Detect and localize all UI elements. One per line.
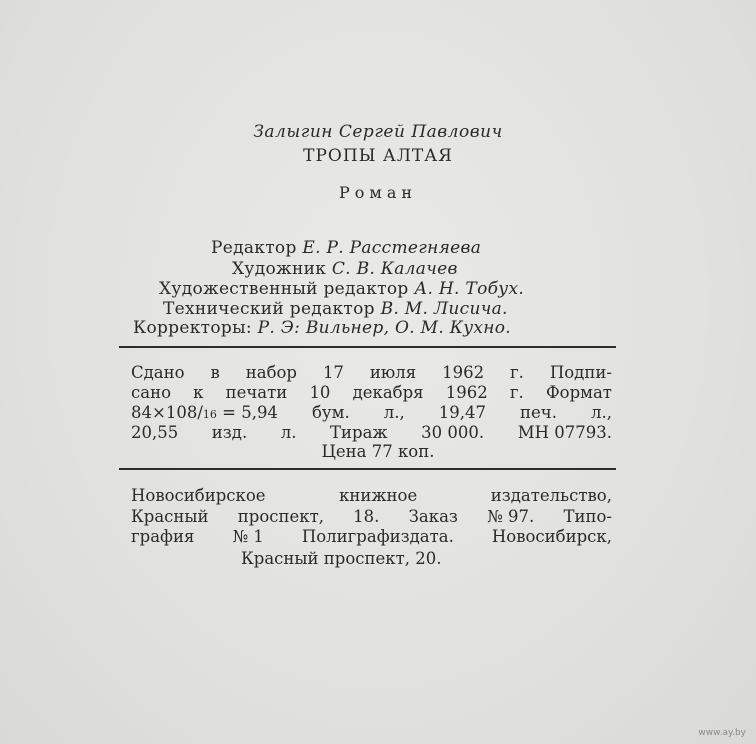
word: Тираж (330, 423, 388, 442)
word: к (193, 383, 204, 402)
word: Подпи- (549, 363, 612, 382)
credit-name: Р. Э: Вильнер, О. М. Кухно. (257, 318, 511, 338)
credit-name: А. Н. Тобух. (414, 279, 525, 299)
word: Новосибирск, (491, 527, 612, 546)
word: Новосибирское (131, 486, 266, 505)
word: 17 (322, 363, 344, 382)
watermark: www.ay.by (698, 728, 746, 738)
word: Типо- (563, 507, 612, 526)
word: издательство, (490, 486, 612, 505)
divider-bottom (119, 468, 616, 470)
publisher-line-1 (131, 486, 612, 505)
word: печ. (520, 403, 557, 422)
word: 1962 (445, 383, 488, 402)
format-value (131, 403, 278, 422)
word: л., (590, 403, 612, 422)
credit-role: Корректоры: (133, 318, 252, 338)
publisher-line-4: Красный проспект, 20. (241, 549, 442, 568)
word: г. (510, 363, 524, 382)
word: книжное (339, 486, 418, 505)
word: декабря (352, 383, 424, 402)
publisher-line-2 (131, 507, 612, 526)
imprint-line-4 (131, 423, 612, 442)
word: Сдано (131, 363, 185, 382)
word: изд. (211, 423, 248, 442)
credit-proofreaders (133, 318, 511, 338)
word: л. (280, 423, 297, 442)
credit-editor (211, 238, 481, 258)
credit-role: Художественный редактор (159, 279, 409, 299)
word: Заказ (408, 507, 458, 526)
credit-tech-editor (163, 299, 508, 319)
imprint-line-1 (131, 363, 612, 382)
word: № 1 (232, 527, 264, 546)
word: июля (369, 363, 417, 382)
credit-artist (232, 259, 458, 279)
word: 19,47 (438, 403, 486, 422)
credit-role: Технический редактор (163, 299, 375, 319)
word: набор (245, 363, 297, 382)
imprint-line-3 (131, 403, 612, 422)
credit-role: Редактор (211, 238, 297, 258)
word: № 97. (487, 507, 535, 526)
price: Цена 77 коп. (321, 442, 435, 461)
book-genre: Роман (338, 183, 418, 202)
word: Красный (131, 507, 209, 526)
credit-name: Е. Р. Расстегняева (302, 238, 482, 258)
word: г. (509, 383, 524, 402)
word: Формат (545, 383, 612, 402)
word: 1962 (442, 363, 485, 382)
word: в (210, 363, 220, 382)
book-title: ТРОПЫ АЛТАЯ (303, 146, 453, 166)
word: бум. (311, 403, 350, 422)
word: 10 (309, 383, 331, 402)
word: 18. (353, 507, 380, 526)
word: МН 07793. (517, 423, 612, 442)
word: 20,55 (131, 423, 179, 442)
format-size: 84×108/ (131, 403, 203, 422)
word: 30 000. (421, 423, 485, 442)
format-fraction: 16 (202, 408, 217, 421)
word: сано (131, 383, 172, 402)
divider-top (119, 346, 616, 348)
word: графия (131, 527, 195, 546)
author-name: Залыгин Сергей Павлович (253, 122, 503, 142)
credit-name: В. М. Лисича. (380, 299, 508, 319)
imprint-line-2 (131, 383, 612, 402)
publisher-line-3 (131, 527, 612, 546)
word: проспект, (237, 507, 324, 526)
word: л., (383, 403, 405, 422)
credit-art-editor (159, 279, 524, 299)
credit-name: С. В. Калачев (331, 259, 458, 279)
word: Полиграфиздата. (301, 527, 454, 546)
word: = 5,94 (222, 403, 278, 422)
word: печати (225, 383, 288, 402)
credit-role: Художник (232, 259, 327, 279)
